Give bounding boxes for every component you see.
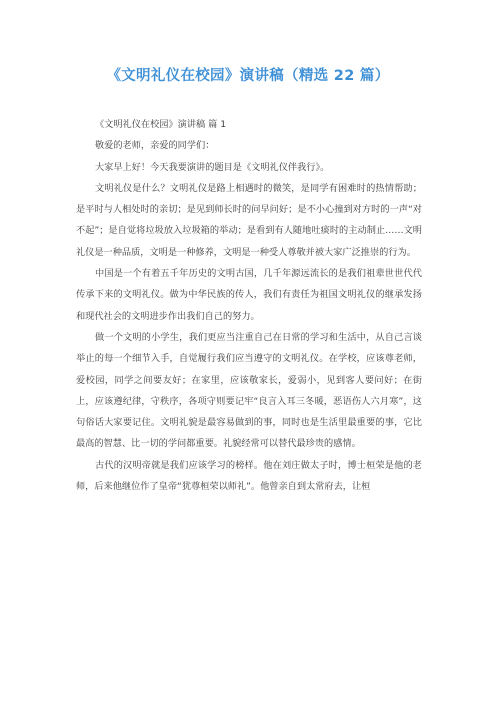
greeting-paragraph: 大家早上好！今天我要演讲的题目是《文明礼仪伴我行》。 xyxy=(95,161,330,173)
document-title: 《文明礼仪在校园》演讲稿（精选 22 篇） xyxy=(106,68,390,84)
document-body xyxy=(76,114,422,497)
body-paragraph: 文明礼仪是什么？文明礼仪是路上相遇时的微笑，是同学有困难时的热情帮助；是平时与人相处时的亲切；是见到师长时的问早问好；是不小心撞到对方时的一声“对不起”；是自觉将垃圾放入垃圾箱的举动；是看到有人随地吐痰时的主动制止……文明礼仪是一种品质，文明是一种修养，文明是一种受人尊敬并被大家广泛推崇的行为。 xyxy=(76,182,422,258)
body-paragraph: 中国是一个有着五千年历史的文明古国，几千年源远流长的是我们祖辈世世代代传承下来的文明礼仪。做为中华民族的传人，我们有责任为祖国文明礼仪的继承发扬和现代社会的文明进步作出我们自己的努力。 xyxy=(76,268,422,322)
salutation: 敬爱的老师，亲爱的同学们： xyxy=(95,140,215,152)
section-heading: 《文明礼仪在校园》演讲稿 篇 1 xyxy=(95,119,227,130)
body-paragraph: 古代的汉明帝就是我们应该学习的榜样。他在刘庄做太子时，博士桓荣是他的老师，后来他继位作了皇帝“犹尊桓荣以师礼”。他曾亲自到太常府去，让桓 xyxy=(76,459,422,493)
body-paragraph: 做一个文明的小学生，我们更应当注重自己在日常的学习和生活中，从自己言谈举止的每一个细节入手，自觉履行我们应当遵守的文明礼仪。在学校，应该尊老师，爱校园，同学之间要友好；在家里，应该敬家长，爱弱小，见到客人要问好；在街上，应该遵纪律，守秩序，各项守则要记牢“良言入耳三冬暖，恶语伤人六月寒”，这句俗话大家要记住。文明礼貌是最容易做到的事，同时也是生活里最重要的事，它比最高的智慧、比一切的学问都重要。礼貌经常可以替代最珍贵的感情。 xyxy=(76,331,422,450)
